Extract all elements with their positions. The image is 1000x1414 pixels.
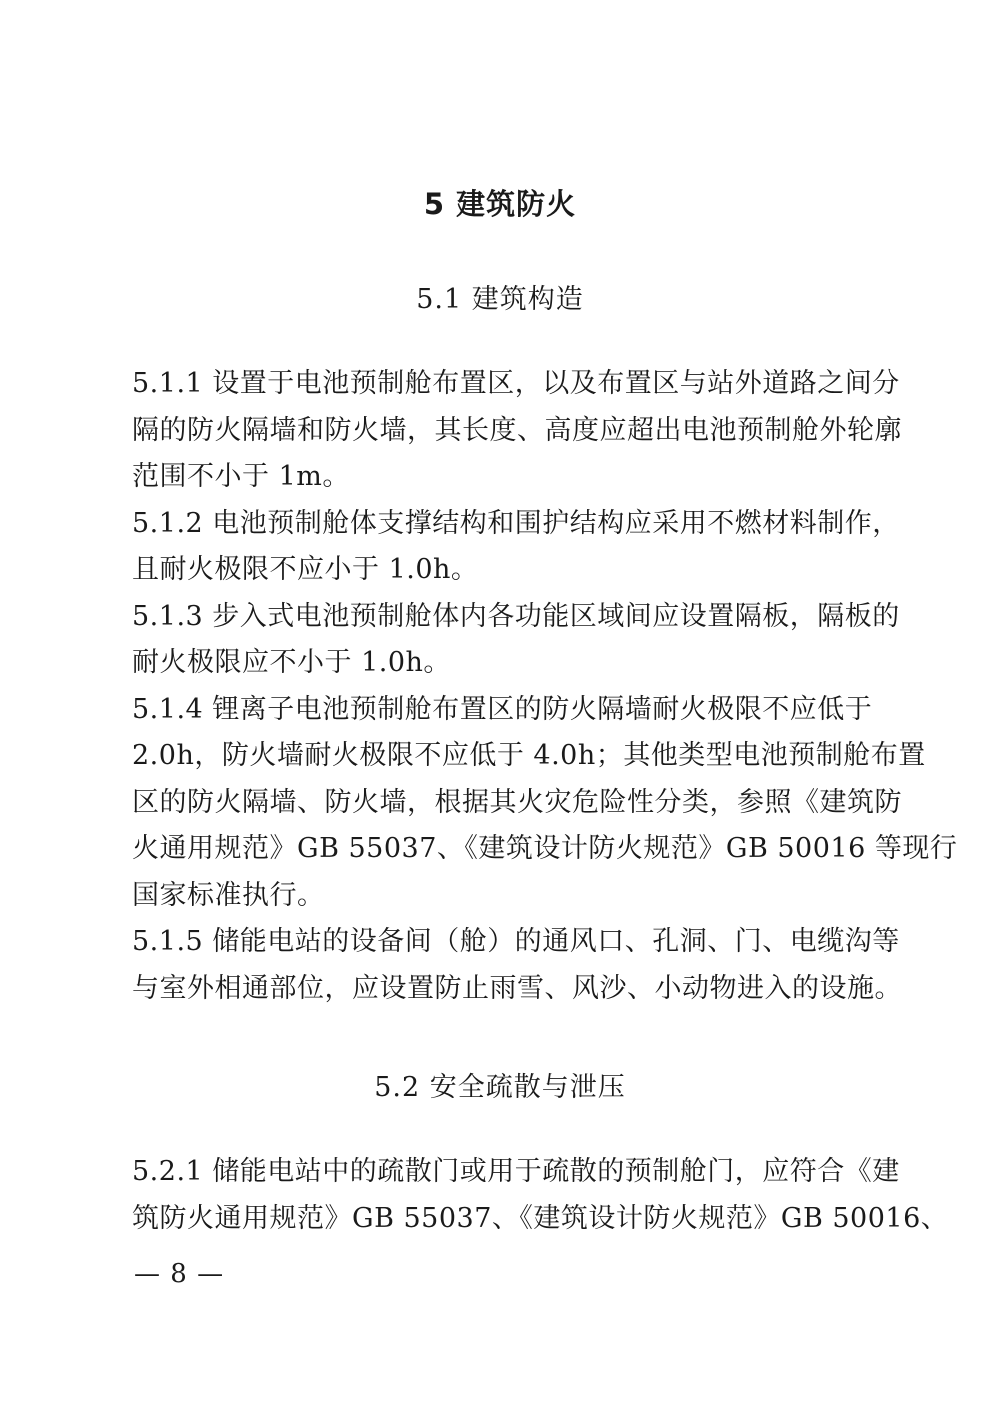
text-line: 5.2.1 储能电站中的疏散门或用于疏散的预制舱门，应符合《建 <box>132 1156 900 1187</box>
text-line: 耐火极限应不小于 1.0h。 <box>132 647 451 678</box>
text-line: 5.1.4 锂离子电池预制舱布置区的防火隔墙耐火极限不应低于 <box>132 693 873 725</box>
chapter-title: 5 建筑防火 <box>423 187 577 221</box>
text-line: 2.0h，防火墙耐火极限不应低于 4.0h；其他类型电池预制舱布置 <box>132 740 926 771</box>
text-line: 与室外相通部位，应设置防止雨雪、风沙、小动物进入的设施。 <box>132 972 902 1004</box>
text-line: 国家标准执行。 <box>132 879 325 911</box>
text-line: 5.1.3 步入式电池预制舱体内各功能区域间应设置隔板，隔板的 <box>132 600 900 632</box>
text-line: 筑防火通用规范》GB 55037、《建筑设计防火规范》GB 50016、 <box>132 1202 949 1234</box>
section-title-5-2: 5.2 安全疏散与泄压 <box>374 1072 626 1103</box>
text-line: 5.1.5 储能电站的设备间（舱）的通风口、孔洞、门、电缆沟等 <box>132 926 900 957</box>
text-line: 5.1.2 电池预制舱体支撑结构和围护结构应采用不燃材料制作， <box>132 507 900 539</box>
section-5-2-body <box>132 1149 949 1242</box>
text-line: 火通用规范》GB 55037、《建筑设计防火规范》GB 50016 等现行 <box>132 833 958 864</box>
text-line: 且耐火极限不应小于 1.0h。 <box>132 554 479 585</box>
text-line: 区的防火隔墙、防火墙，根据其火灾危险性分类，参照《建筑防 <box>132 786 902 818</box>
section-5-1-body <box>132 361 958 1012</box>
text-line: 隔的防火隔墙和防火墙，其长度、高度应超出电池预制舱外轮廓 <box>132 414 902 446</box>
section-title-5-1: 5.1 建筑构造 <box>416 284 584 315</box>
text-line: 5.1.1 设置于电池预制舱布置区，以及布置区与站外道路之间分 <box>132 368 900 399</box>
page-number: — 8 — <box>134 1259 225 1289</box>
text-line: 范围不小于 1m。 <box>132 461 350 492</box>
